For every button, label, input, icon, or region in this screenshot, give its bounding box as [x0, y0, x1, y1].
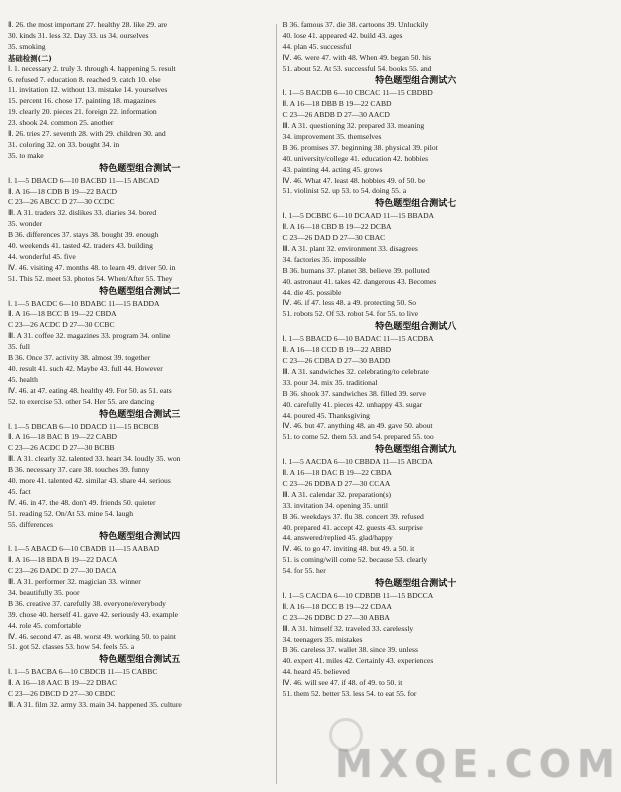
answer-line: 52. to exercise 53. other 54. Her 55. are dancing: [8, 396, 155, 406]
answer-line: Ⅲ. A 31. plant 32. environment 33. disagrees: [282, 244, 418, 254]
answer-line: B 36. creative 37. carefully 38. everyone/everybody: [8, 598, 166, 608]
answer-line: 44. wonderful 45. five: [8, 251, 76, 261]
answer-line: 40. carefully 41. pieces 42. unhappy 43. sugar: [282, 399, 423, 409]
answer-line: 44. die 45. possible: [282, 287, 342, 297]
section-subheading: 基础检测(二): [8, 53, 52, 63]
answer-line: Ⅰ. 1—5 AACDA 6—10 CBBDA 11—15 ABCDA: [282, 457, 433, 467]
answer-line: Ⅲ. A 31. calendar 32. preparation(s): [282, 489, 392, 499]
answer-line: 40. more 41. talented 42. similar 43. share 44. serious: [8, 475, 171, 485]
answer-line: 34. improvement 35. themselves: [282, 132, 382, 142]
answer-line: B 36. promises 37. beginning 38. physical 39. pilot: [282, 142, 438, 152]
answer-line: Ⅲ. A 31. performer 32. magician 33. winner: [8, 577, 141, 587]
answer-line: Ⅱ. 26. tries 27. seventh 28. with 29. children 30. and: [8, 129, 166, 139]
answer-line: 44. plan 45. successful: [282, 41, 352, 51]
answer-line: C 23—26 CDBA D 27—30 BADD: [282, 356, 391, 366]
answer-line: C 23—26 DDBA D 27—30 CCAA: [282, 478, 391, 488]
answer-line: C 23—26 DBCD D 27—30 CBDC: [8, 689, 116, 699]
answer-line: 45. health: [8, 374, 38, 384]
section-heading: 特色题型组合测试五: [99, 655, 181, 666]
answer-line: Ⅲ. A 31. traders 32. dislikes 33. diaries 34. bored: [8, 208, 157, 218]
answer-line: Ⅰ. 1—5 BACDC 6—10 BDABC 11—15 BADDA: [8, 298, 160, 308]
answer-line: 40. weekends 41. tasted 42. traders 43. building: [8, 241, 153, 251]
answer-line: B 36. weekdays 37. flu 38. concert 39. refused: [282, 511, 424, 521]
answer-line: 33. pour 34. mix 35. traditional: [282, 377, 378, 387]
answer-line: 34. teenagers 35. mistakes: [282, 634, 363, 644]
answer-line: 40. astronaut 41. takes 42. dangerous 43. Becomes: [282, 276, 437, 286]
answer-line: Ⅰ. 1—5 BACBA 6—10 CBDCB 11—15 CABBC: [8, 667, 158, 677]
answer-line: Ⅲ. A 31. sandwiches 32. celebrating/to celebrate: [282, 366, 429, 376]
answer-line: Ⅱ. A 16—18 CCD B 19—22 ABBD: [282, 345, 392, 355]
answer-line: B 36. differences 37. stays 38. bought 39. enough: [8, 230, 159, 240]
section-heading: 特色题型组合测试三: [99, 409, 181, 420]
answer-line: B 36. careless 37. wallet 38. since 39. unless: [282, 645, 418, 655]
answer-line: Ⅱ. 26. the most important 27. healthy 28. like 29. are: [8, 20, 168, 29]
answer-line: 51. to come 52. them 53. and 54. prepared 55. too: [282, 432, 434, 442]
answer-line: 34. factories 35. impossible: [282, 254, 367, 264]
answer-line: 44. poured 45. Thanksgiving: [282, 410, 370, 420]
answer-line: B 36. Once 37. activity 38. almost 39. together: [8, 353, 151, 363]
answer-line: 11. invitation 12. without 13. mistake 14. yourselves: [8, 85, 168, 95]
answer-line: C 23—26 ACDC D 27—30 BCBB: [8, 443, 115, 453]
answer-line: 35. to make: [8, 150, 44, 160]
answer-line: Ⅲ. A 31. questioning 32. prepared 33. meaning: [282, 121, 425, 131]
answer-line: 51. This 52. meet 53. photos 54. When/After 55. They: [8, 273, 173, 283]
answer-line: 33. invitation 34. opening 35. until: [282, 500, 388, 510]
answer-line: C 23—26 ACDC D 27—30 CCBC: [8, 320, 115, 330]
section-heading: 特色题型组合测试一: [99, 163, 181, 174]
answer-line: Ⅰ. 1—5 ABACD 6—10 CBADB 11—15 AABAD: [8, 544, 160, 554]
answer-line: 54. for 55. her: [282, 566, 326, 576]
answer-line: Ⅳ. 46. What 47. least 48. hobbies 49. of 50. be: [282, 175, 426, 185]
answer-line: Ⅳ. 46. at 47. eating 48. healthy 49. For 50. as 51. eats: [8, 385, 172, 395]
answer-line: 34. beautifully 35. poor: [8, 587, 80, 597]
answer-line: 51. about 52. At 53. successful 54. books 55. and: [282, 63, 432, 73]
answer-line: 51. is coming/will come 52. because 53. clearly: [282, 555, 428, 565]
answer-line: 35. full: [8, 342, 30, 352]
answer-line: 40. lose 41. appeared 42. build 43. ages: [282, 30, 403, 40]
section-heading: 特色题型组合测试六: [375, 76, 457, 87]
answer-line: 51. them 52. better 53. less 54. to eat 55. for: [282, 688, 417, 698]
answer-line: 23. shook 24. common 25. another: [8, 118, 114, 128]
answer-line: 44. answered/replied 45. glad/happy: [282, 533, 393, 543]
answer-line: Ⅲ. A 31. coffee 32. magazines 33. program 34. online: [8, 331, 171, 341]
answer-line: Ⅰ. 1—5 CACDA 6—10 CDBDB 11—15 BDCCA: [282, 590, 434, 600]
answer-line: 30. kinds 31. less 32. Day 33. us 34. ourselves: [8, 30, 149, 40]
section-heading: 特色题型组合测试二: [99, 286, 181, 297]
answer-line: Ⅱ. A 16—18 DAC B 19—22 CBDA: [282, 468, 392, 478]
answer-line: B 36. humans 37. planet 38. believe 39. polluted: [282, 265, 430, 275]
answer-line: C 23—26 ABCC D 27—30 CCDC: [8, 197, 115, 207]
answer-line: Ⅲ. A 31. himself 32. traveled 33. carelessly: [282, 623, 414, 633]
answer-line: Ⅰ. 1—5 BACDB 6—10 CBCAC 11—15 CBDBD: [282, 88, 433, 98]
answer-line: Ⅳ. 46. in 47. the 48. don't 49. friends 50. quieter: [8, 497, 156, 507]
answer-line: 51. robots 52. Of 53. robot 54. for 55. to live: [282, 309, 419, 319]
answer-line: Ⅱ. A 16—18 CDB B 19—22 BACD: [8, 186, 118, 196]
section-heading: 特色题型组合测试九: [375, 445, 457, 456]
answer-line: Ⅱ. A 16—18 BCC B 19—22 CBDA: [8, 309, 117, 319]
answer-line: 15. percent 16. chose 17. painting 18. magazines: [8, 96, 156, 106]
answer-line: Ⅰ. 1—5 DCBBC 6—10 DCAAD 11—15 BBADA: [282, 211, 435, 221]
answer-line: 51. reading 52. On/At 53. mine 54. laugh: [8, 508, 134, 518]
answer-line: 35. smoking: [8, 41, 46, 51]
section-heading: 特色题型组合测试十: [375, 578, 457, 589]
answer-line: Ⅳ. 46. were 47. with 48. When 49. began 50. his: [282, 52, 432, 62]
answer-line: 19. clearly 20. pieces 21. foreign 22. information: [8, 107, 157, 117]
answer-line: 40. university/college 41. education 42. hobbies: [282, 153, 429, 163]
section-heading: 特色题型组合测试八: [375, 322, 457, 333]
answer-line: 44. role 45. comfortable: [8, 620, 82, 630]
answer-line: 6. refused 7. education 8. reached 9. catch 10. else: [8, 74, 161, 84]
answer-line: Ⅱ. A 16—18 BAC B 19—22 CABD: [8, 432, 118, 442]
answer-line: Ⅱ. A 16—18 DBB B 19—22 CABD: [282, 99, 392, 109]
right-column: [277, 20, 621, 792]
section-heading: 特色题型组合测试四: [99, 532, 181, 543]
answer-line: Ⅳ. 46. second 47. as 48. worst 49. working 50. to paint: [8, 631, 176, 641]
answer-line: B 36. shook 37. sandwiches 38. filled 39. serve: [282, 388, 426, 398]
left-column: [8, 20, 276, 792]
answer-line: 51. violinist 52. up 53. to 54. doing 55. a: [282, 186, 407, 196]
answer-line: 55. differences: [8, 519, 53, 529]
answer-line: Ⅳ. 46. to go 47. inviting 48. but 49. a 50. it: [282, 544, 415, 554]
answer-line: 40. result 41. such 42. Maybe 43. full 44. However: [8, 363, 163, 373]
answer-line: 44. heard 45. believed: [282, 667, 350, 677]
answer-line: Ⅱ. A 16—18 BDA B 19—22 DACA: [8, 555, 118, 565]
watermark-logo: MXQE.COM: [335, 742, 621, 786]
answer-line: Ⅱ. A 16—18 CBD B 19—22 DCBA: [282, 222, 392, 232]
answer-line: Ⅳ. 46. will see 47. if 48. of 49. to 50. it: [282, 678, 403, 688]
answer-line: 40. prepared 41. accept 42. guests 43. surprise: [282, 522, 423, 532]
answer-line: Ⅲ. A 31. film 32. army 33. main 34. happened 35. culture: [8, 699, 182, 709]
answer-line: C 23—26 DADC D 27—30 DACA: [8, 566, 117, 576]
answer-line: 51. got 52. classes 53. how 54. feels 55. a: [8, 642, 135, 652]
answer-line: Ⅰ. 1. necessary 2. truly 3. through 4. happening 5. result: [8, 63, 176, 73]
answer-line: 45. fact: [8, 486, 31, 496]
answer-line: C 23—26 ABDB D 27—30 AACD: [282, 110, 390, 120]
answer-line: 35. wonder: [8, 219, 43, 229]
answer-line: Ⅰ. 1—5 DBACD 6—10 BACBD 11—15 ABCAD: [8, 175, 160, 185]
answer-line: 39. chose 40. herself 41. gave 42. seriously 43. example: [8, 609, 178, 619]
answer-line: C 23—26 DDBC D 27—30 ABBA: [282, 612, 390, 622]
answer-line: 40. expert 41. miles 42. Certainly 43. experiences: [282, 656, 434, 666]
answer-line: Ⅱ. A 16—18 DCC B 19—22 CDAA: [282, 601, 392, 611]
answer-line: Ⅱ. A 16—18 AAC B 19—22 DBAC: [8, 678, 118, 688]
answer-line: Ⅳ. 46. if 47. less 48. a 49. protecting 50. So: [282, 298, 417, 308]
answer-line: 31. coloring 32. on 33. bought 34. in: [8, 139, 120, 149]
answer-line: Ⅲ. A 31. clearly 32. talented 33. heart 34. loudly 35. won: [8, 454, 181, 464]
answer-line: Ⅰ. 1—5 BBACD 6—10 BADAC 11—15 ACDBA: [282, 334, 434, 344]
answer-line: 43. painting 44. acting 45. grows: [282, 164, 383, 174]
answer-line: C 23—26 DAD D 27—30 CBAC: [282, 233, 386, 243]
answer-line: B 36. famous 37. die 38. cartoons 39. Unluckily: [282, 20, 429, 29]
watermark-ring-icon: [329, 718, 363, 752]
answer-line: B 36. necessary 37. care 38. touches 39. funny: [8, 465, 150, 475]
answer-line: Ⅳ. 46. visiting 47. months 48. to learn 49. driver 50. in: [8, 262, 176, 272]
section-heading: 特色题型组合测试七: [375, 199, 457, 210]
answer-line: Ⅳ. 46. but 47. anything 48. an 49. gave 50. about: [282, 421, 433, 431]
answer-line: Ⅰ. 1—5 DBCAB 6—10 DDACD 11—15 BCBCB: [8, 421, 159, 431]
